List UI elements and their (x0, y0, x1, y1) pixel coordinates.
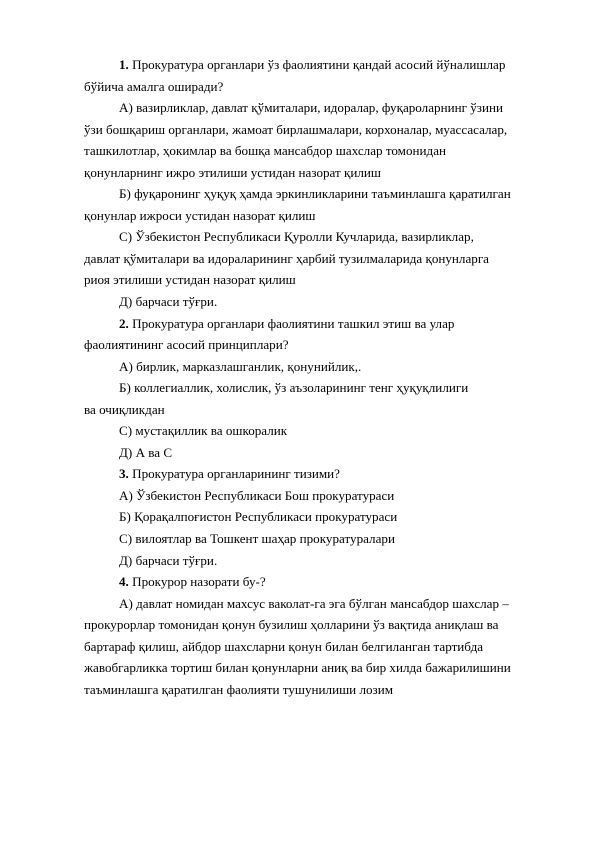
answer-option: А) давлат номидан махсус ваколат-га эга бўлган мансабдор шахслар – прокурорлар томонидан қонун бузилиш ҳолларини ўз вақтида аниқлаш ва бартараф қилиш, айбдор шахсларни қонун билан белгиланган тартибда жавобгарликка тортиш билан қонунларни аниқ ва бир хилда бажарилишини таъминлашга қаратилган фаолияти тушунилиши лозим (84, 595, 511, 697)
question-3 (84, 463, 512, 485)
question-1 (84, 54, 512, 97)
question-number: 3. (119, 466, 129, 482)
question-number: 1. (119, 57, 129, 72)
answer-option: Б) коллегиаллик, холислик, ўз аъзоларининг тенг ҳуқуқлилиги ва очиқликдан (84, 380, 469, 417)
document-body (84, 54, 512, 700)
question-text: Прокуратура органларининг тизими? (132, 466, 340, 482)
answer-option: А) Ўзбекистон Республикаси Бош прокуратураси (119, 487, 395, 503)
question-number: 4. (119, 574, 129, 590)
answer-option: Д) барчаси тўғри. (119, 552, 218, 568)
answer-option: С) вилоятлар ва Тошкент шаҳар прокуратуралари (119, 531, 395, 547)
answer-option: С) мустақиллик ва ошкоралик (119, 423, 288, 439)
answer-option: А) вазирликлар, давлат қўмиталари, идоралар, фуқароларнинг ўзини ўзи бошқариш органлари, жамоат бирлашмалари, корхоналар, муассасалар, ташкилотлар, ҳокимлар ва бошқа мансабдор шахслар томонидан қонунларнинг ижро этилиши устидан назорат қилиш (84, 100, 508, 180)
question-number: 2. (119, 315, 129, 331)
question-text: Прокуратура органлари фаолиятини ташкил этиш ва улар фаолиятининг асосий принциплари? (84, 315, 455, 353)
question-4 (84, 571, 512, 593)
answer-option: С) Ўзбекистон Республикаси Қуролли Кучларида, вазирликлар, давлат қўмиталари ва идораларининг ҳарбий тузилмаларида қонунларга риоя этилиши устидан назорат қилиш (84, 229, 489, 288)
question-text: Прокурор назорати бу-? (132, 574, 266, 590)
question-text: Прокуратура органлари ўз фаолиятини қандай асосий йўналишлар бўйича амалга оширади? (84, 57, 506, 94)
answer-option: А) бирлик, марказлашганлик, қонунийлик,. (119, 358, 362, 374)
answer-option: Д) барчаси тўғри. (119, 294, 218, 310)
answer-option: Б) фуқаронинг ҳуқуқ ҳамда эркинликларини таъминлашга қаратилган қонунлар ижроси устидан назорат қилиш (84, 186, 511, 223)
answer-option: Д) А ва С (119, 444, 173, 460)
question-2 (84, 313, 512, 356)
answer-option: Б) Қорақалпоғистон Республикаси прокуратураси (119, 509, 398, 525)
